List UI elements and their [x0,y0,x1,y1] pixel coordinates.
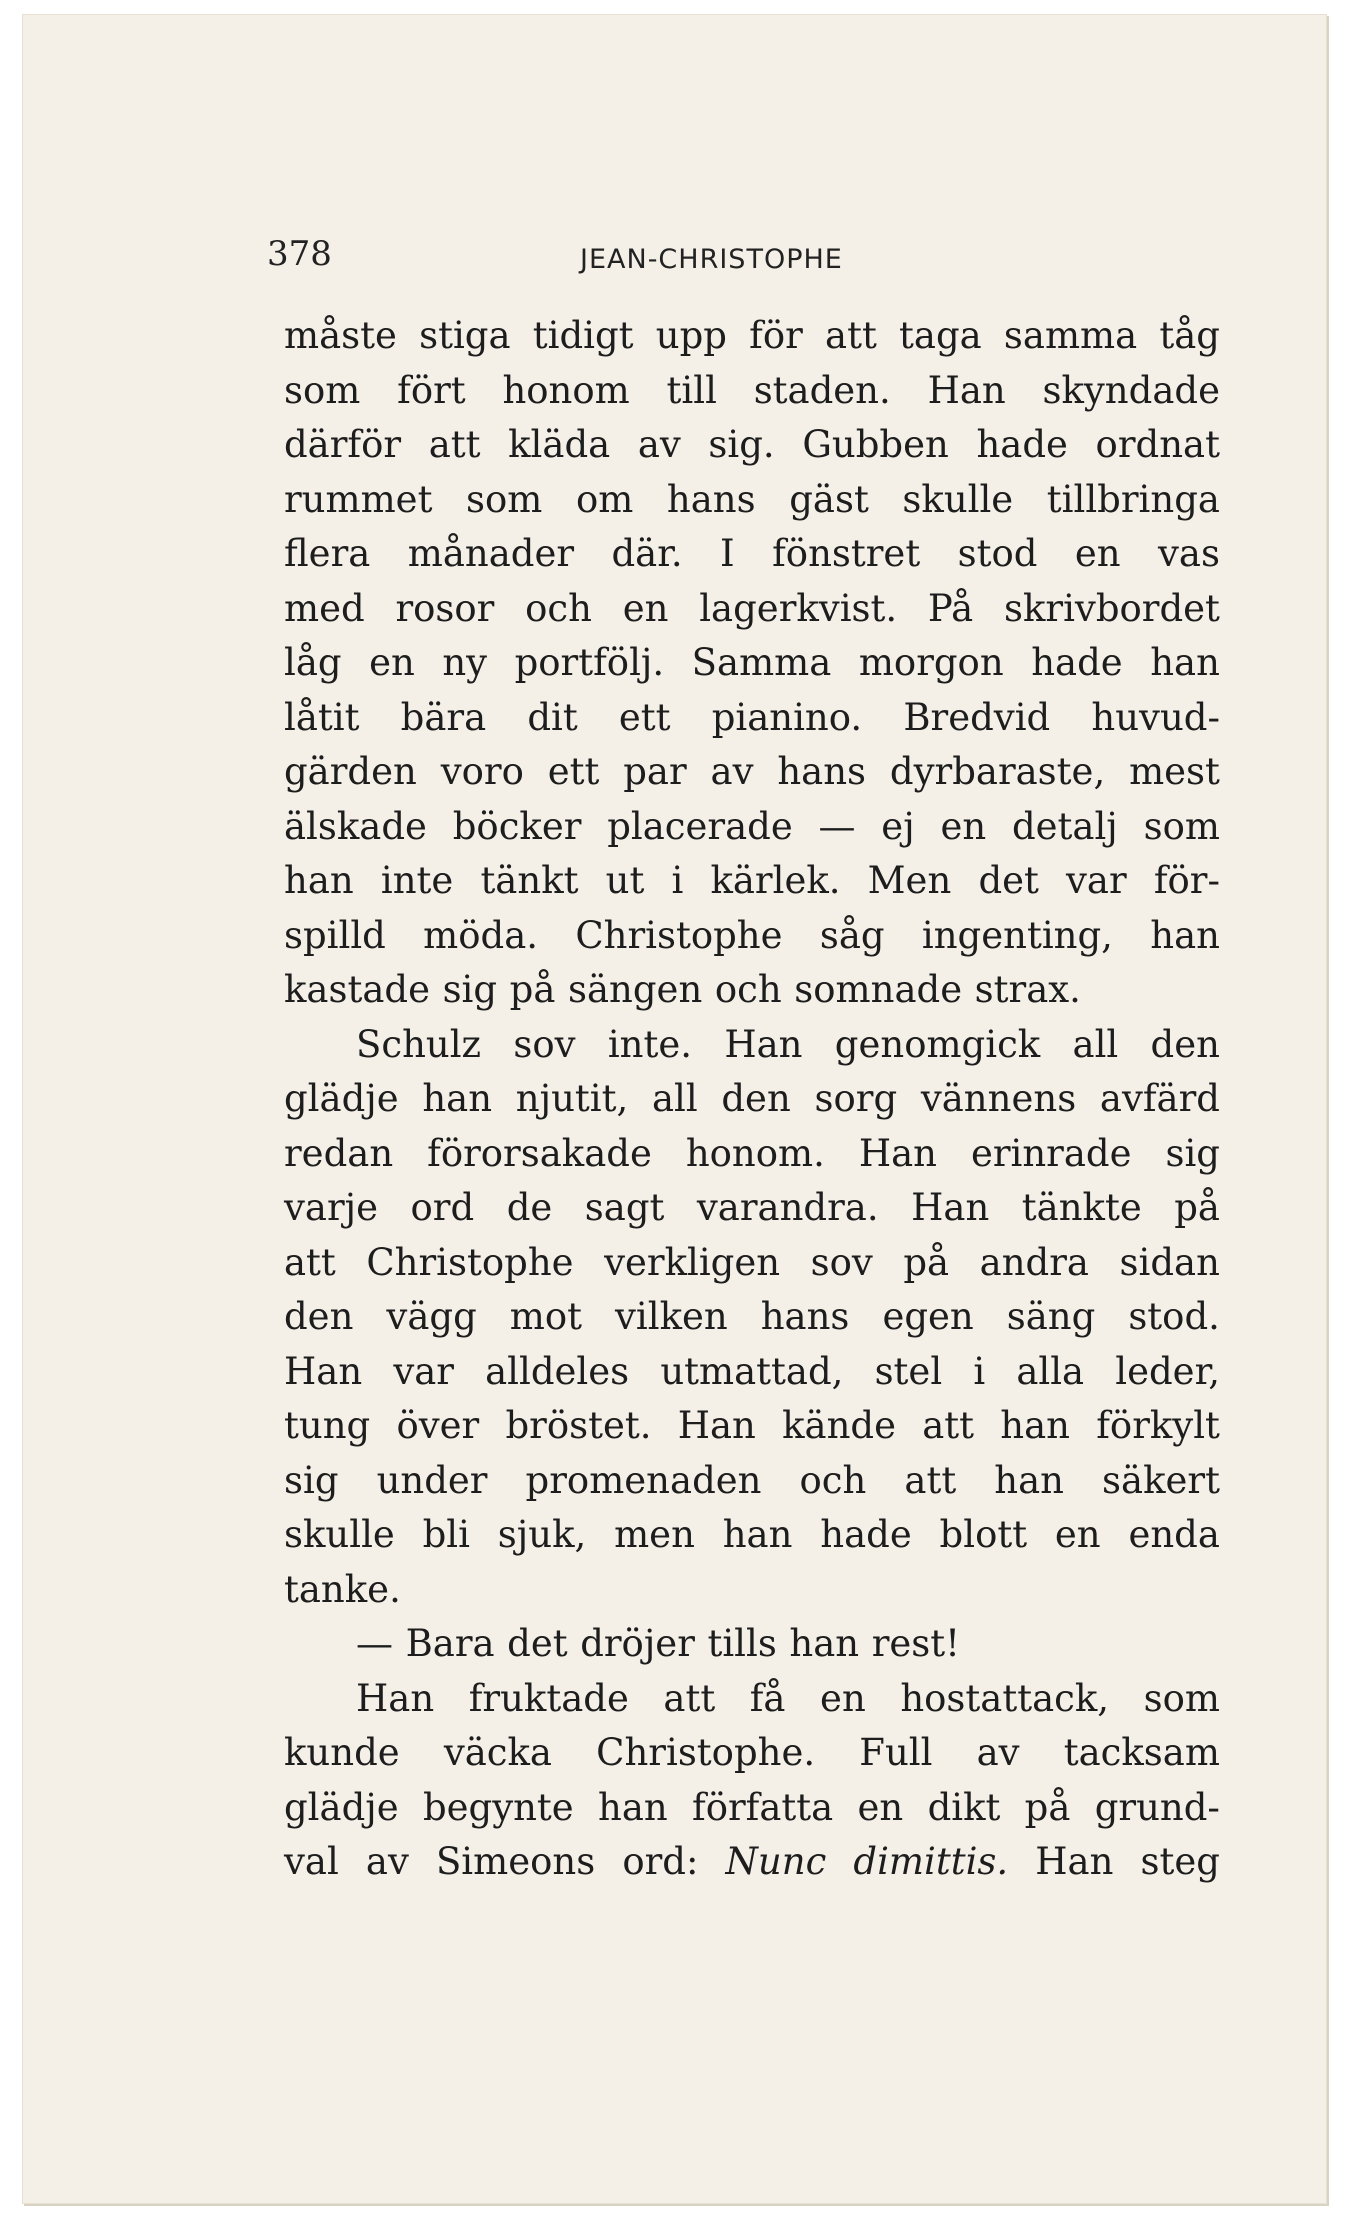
text-line [284,309,1220,364]
book-page [22,14,1327,2204]
word: egen [882,1295,974,1338]
word: portfölj. [514,641,665,684]
text-line [284,1399,1220,1454]
word: av [637,423,681,466]
word: sig [1165,1131,1220,1175]
word: rest! [871,1622,961,1665]
word: att [825,314,877,357]
word: en [820,1676,866,1720]
word: mest [1129,750,1220,793]
word: spilld [284,913,386,957]
word: kastade [284,968,430,1011]
word: tills [707,1622,777,1665]
word: andra [979,1240,1089,1284]
text-line [284,854,1220,909]
word: en [622,586,669,630]
word: han [722,1513,793,1556]
word: månader [407,532,575,575]
word: bära [400,695,487,739]
word: stel [874,1349,943,1393]
text-line [284,473,1220,528]
word: Samma [691,641,832,684]
word: som [284,368,361,412]
word: ett [547,750,600,793]
word: en [1054,1513,1101,1556]
word: han [284,859,354,902]
word: honom [502,368,630,412]
word: tidigt [532,314,634,357]
word: som [1143,1676,1220,1720]
word: glädje [284,1785,399,1829]
word: möda. [423,913,539,957]
word: låtit [284,695,360,739]
text-line [284,745,1220,800]
word: stiga [419,314,511,357]
word: skrivbordet [1003,586,1220,630]
word: stod [957,532,1038,575]
word: på [1024,1785,1071,1829]
text-line [284,1781,1220,1836]
word: under [376,1458,488,1502]
word: inte. [607,1022,693,1066]
page-number: 378 [267,234,332,274]
word: tåg [1159,314,1220,357]
word: om [575,477,634,521]
word: var [393,1349,454,1393]
word: med [284,586,365,630]
word: som [1143,804,1220,848]
word: Christophe [366,1240,574,1284]
text-line [284,1508,1220,1563]
word: men [614,1513,695,1556]
word: kärlek. [710,859,841,902]
word: val [284,1840,339,1883]
word: skulle [902,477,1014,521]
word: Nunc [725,1840,827,1883]
word: blott [939,1513,1028,1556]
word: en [857,1785,904,1829]
word: över [396,1404,480,1447]
word: och [525,586,592,630]
word: Han [927,368,1006,412]
word: Han [1035,1840,1114,1883]
text-line [284,582,1220,637]
word: av [710,750,754,793]
text-line [284,1127,1220,1182]
text-line [284,1617,1220,1672]
text-line [284,1018,1220,1073]
word: förorsakade [427,1131,652,1175]
word: säkert [1102,1458,1220,1502]
text-line [284,1181,1220,1236]
text-line [284,1454,1220,1509]
word: såg [819,913,885,957]
word: fönstret [772,532,921,575]
word: tillbringa [1046,477,1220,521]
word: fört [397,368,466,412]
text-line [284,1345,1220,1400]
word: hade [820,1513,912,1556]
word: en [940,804,987,848]
word: vännens [920,1077,1077,1120]
word: vilken [615,1295,728,1338]
word: sängen [567,968,703,1011]
word: i [671,859,684,902]
word: få [749,1676,786,1720]
word: flera [284,532,371,575]
word: tanke. [284,1567,401,1611]
word: stod. [1128,1295,1220,1338]
word: — [818,804,856,848]
word: taga [899,314,982,357]
word: på [903,1240,950,1284]
word: bli [422,1513,470,1556]
word: gärden [284,750,417,793]
word: I [720,532,735,575]
word: det [507,1622,568,1665]
word: sagt [584,1186,665,1229]
text-line [284,1563,1220,1618]
word: på [1174,1186,1220,1229]
word: alla [1016,1349,1085,1393]
body-text [284,309,1220,1890]
running-head: JEAN-CHRISTOPHE [580,244,843,275]
word: de [506,1186,553,1229]
word: ny [442,641,488,684]
word: dröjer [580,1622,695,1665]
word: Han [858,1131,937,1175]
word: att [904,1458,957,1502]
word: hans [760,1295,850,1338]
word: varandra. [696,1186,879,1229]
word: dikt [927,1785,1001,1829]
word: hade [1031,641,1123,684]
text-line [284,800,1220,855]
text-line [284,1835,1220,1890]
word: förkylt [1096,1404,1220,1447]
word: detalj [1011,804,1118,848]
word: var [1066,859,1127,902]
word: hostattack, [900,1676,1110,1720]
word: en [369,641,415,684]
word: han [422,1077,493,1120]
word: ett [618,695,671,739]
word: somnade [794,968,963,1011]
word: Christophe. [596,1731,816,1774]
word: sig. [708,423,775,466]
word: Han [677,1404,756,1447]
word: för [749,314,803,357]
word: skulle [284,1513,395,1556]
word: han [1000,1404,1070,1447]
text-line [284,364,1220,419]
word: låg [284,641,342,684]
word: ordnat [1095,423,1220,466]
word: staden. [753,368,891,412]
word: det [978,859,1039,902]
word: sidan [1119,1240,1220,1284]
word: vägg [386,1295,477,1338]
word: tänkte [1021,1186,1142,1229]
word: Bara [405,1622,495,1665]
word: grund- [1094,1785,1220,1829]
word: Bredvid [903,695,1051,739]
word: utmattad, [660,1349,844,1393]
word: redan [284,1131,394,1175]
word: inte [380,859,454,902]
word: väcka [443,1731,552,1774]
text-line [284,1072,1220,1127]
word: ut [605,859,645,902]
word: Christophe [575,913,783,957]
text-line [284,636,1220,691]
word: bröstet. [505,1404,652,1447]
word: kände [782,1404,896,1447]
text-line [284,691,1220,746]
word: — [356,1622,393,1665]
word: sig [284,1458,339,1502]
word: sjuk, [497,1513,587,1556]
word: Han [356,1676,435,1720]
word: och [714,968,782,1011]
page-header [267,234,1067,284]
text-line [284,527,1220,582]
word: dyrbaraste, [889,750,1106,793]
word: han [598,1785,668,1829]
text-line [284,1726,1220,1781]
word: tung [284,1404,371,1447]
word: Han [284,1349,363,1393]
word: lagerkvist. [699,586,898,630]
word: kunde [284,1731,400,1774]
word: böcker [452,804,582,848]
word: han [789,1622,860,1665]
word: genomgick [834,1022,1041,1066]
text-line [284,418,1220,473]
word: rosor [395,586,495,630]
word: som [466,477,543,521]
word: begynte [422,1785,574,1829]
word: Schulz [356,1022,482,1066]
word: därför [284,423,402,466]
word: tacksam [1063,1731,1220,1774]
word: steg [1140,1840,1220,1883]
word: den [721,1077,791,1120]
word: att [663,1676,716,1720]
word: På [927,586,974,630]
word: hans [666,477,756,521]
word: sov [810,1240,873,1284]
word: fruktade [468,1676,629,1720]
word: han [994,1458,1064,1502]
word: honom. [685,1131,825,1175]
word: gäst [789,477,869,521]
word: leder, [1115,1349,1220,1393]
word: sorg [814,1077,898,1120]
word: pianino. [711,695,863,739]
text-line [284,1672,1220,1727]
word: av [365,1840,409,1883]
word: strax. [974,968,1081,1011]
word: han [1150,641,1220,684]
word: Gubben [802,423,949,466]
word: all [651,1077,698,1120]
word: glädje [284,1077,399,1120]
word: och [799,1458,867,1502]
word: måste [284,314,397,357]
word: promenaden [525,1458,762,1502]
word: morgon [858,641,1004,684]
word: en [1074,532,1121,575]
word: ej [881,804,915,848]
word: par [623,750,687,793]
word: av [976,1731,1020,1774]
word: njutit, [515,1077,629,1120]
word: verkligen [604,1240,781,1284]
word: att [284,1240,336,1284]
word: att [922,1404,975,1447]
word: sov [513,1022,576,1066]
word: all [1072,1022,1119,1066]
word: mot [509,1295,582,1338]
word: enda [1128,1513,1220,1556]
word: vas [1158,532,1220,575]
word: huvud- [1091,695,1220,739]
word: erinrade [970,1131,1132,1175]
word: hade [976,423,1068,466]
word: ord: [622,1840,699,1883]
word: rummet [284,477,433,521]
word: där. [611,532,683,575]
text-line [284,1290,1220,1345]
text-line [284,1236,1220,1291]
word: skyndade [1042,368,1220,412]
word: den [284,1295,354,1338]
word: att [428,423,481,466]
word: voro [440,750,524,793]
word: Simeons [435,1840,596,1883]
word: ingenting, [921,913,1113,957]
word: upp [655,314,727,357]
word: sig [442,968,498,1011]
word: Full [859,1731,933,1774]
word: älskade [284,804,427,848]
word: till [666,368,717,412]
word: i [973,1349,986,1393]
word: ord [410,1186,475,1229]
word: han [1150,913,1220,957]
word: placerade [607,804,793,848]
word: avfärd [1099,1077,1220,1120]
word: tänkt [480,859,579,902]
word: på [509,968,556,1011]
word: den [1150,1022,1220,1066]
word: författa [692,1785,834,1829]
text-line [284,909,1220,964]
word: säng [1006,1295,1096,1338]
word: varje [284,1186,379,1229]
word: kläda [508,423,611,466]
word: Han [724,1022,803,1066]
word: dimittis. [853,1840,1009,1883]
text-line [284,963,1220,1018]
word: samma [1003,314,1138,357]
word: hans [777,750,867,793]
word: dit [527,695,578,739]
word: alldeles [485,1349,630,1393]
word: Han [911,1186,990,1229]
word: Men [867,859,952,902]
word: för- [1153,859,1220,902]
